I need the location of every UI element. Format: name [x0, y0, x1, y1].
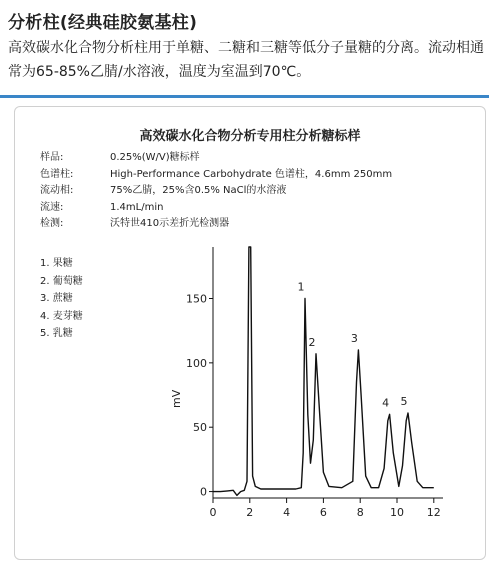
condition-value: 沃特世410示差折光检测器: [110, 218, 230, 229]
chromatogram-trace: [213, 247, 434, 495]
condition-key: 流速:: [40, 201, 64, 213]
intro-paragraph: 高效碳水化合物分析柱用于单糖、二糖和三糖等低分子量糖的分离。流动相通常为65-85%乙腈/水溶液，温度为室温到70℃。: [8, 40, 484, 80]
page-title: 分析柱(经典硅胶氨基柱): [8, 13, 198, 33]
y-axis-label: mV: [170, 389, 183, 409]
condition-key: 色谱柱:: [40, 168, 74, 180]
peak-label-1: 1: [297, 280, 305, 294]
x-tick-label: 4: [283, 506, 291, 519]
x-tick-label: 6: [319, 506, 327, 519]
legend-item-lactose: 5. 乳糖: [40, 328, 73, 339]
figure-title: 高效碳水化合物分析专用柱分析糖标样: [139, 129, 361, 144]
peak-label-5: 5: [400, 395, 408, 409]
y-tick-label: 0: [200, 485, 207, 499]
y-tick-label: 100: [186, 356, 207, 370]
y-tick-label: 150: [186, 292, 207, 306]
x-tick-label: 0: [209, 506, 217, 519]
condition-value: High-Performance Carbohydrate 色谱柱，4.6mm 250mm: [110, 168, 393, 180]
legend-item-maltose: 4. 麦芽糖: [40, 310, 83, 322]
condition-value: 1.4mL/min: [110, 201, 164, 213]
condition-value: 0.25%(W/V)糖标样: [110, 152, 200, 163]
legend-item-fructose: 1. 果糖: [40, 258, 73, 269]
condition-key: 检测:: [40, 218, 64, 229]
peak-label-4: 4: [382, 396, 390, 410]
condition-value: 75%乙腈，25%含0.5% NaCl的水溶液: [110, 185, 287, 196]
x-tick-label: 12: [426, 506, 441, 519]
y-tick-label: 50: [193, 421, 207, 435]
peak-label-3: 3: [350, 331, 358, 345]
condition-key: 流动相:: [40, 185, 74, 196]
peak-label-2: 2: [308, 335, 316, 349]
legend-item-glucose: 2. 葡萄糖: [40, 275, 83, 287]
x-tick-label: 2: [246, 506, 254, 519]
x-tick-label: 10: [390, 506, 404, 519]
legend-item-sucrose: 3. 蔗糖: [40, 293, 73, 304]
condition-key: 样品:: [40, 152, 64, 163]
x-tick-label: 8: [356, 506, 364, 519]
